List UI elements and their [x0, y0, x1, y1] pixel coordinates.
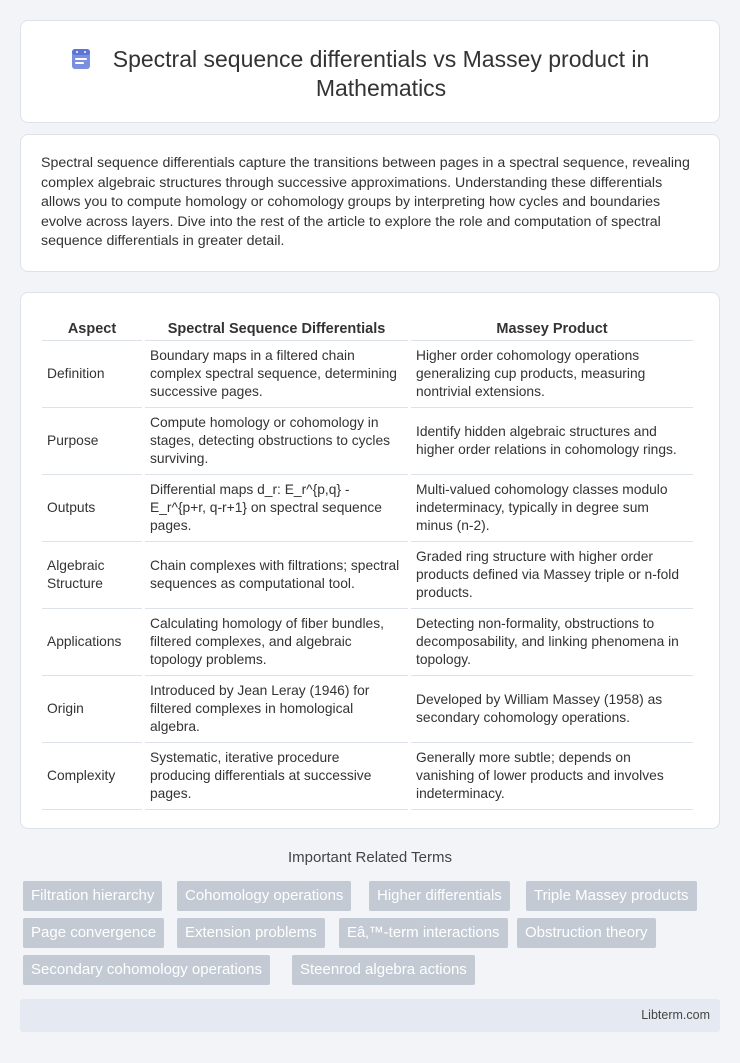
tag-secondary-cohomology-operations[interactable]: Secondary cohomology operations	[23, 955, 270, 985]
row-massey: Identify hidden algebraic structures and higher order relations in cohomology rings.	[411, 408, 693, 475]
row-aspect: Outputs	[42, 475, 142, 542]
row-aspect: Purpose	[42, 408, 142, 475]
footer	[20, 999, 720, 1032]
row-massey: Detecting non-formality, obstructions to decomposability, and linking phenomena in topology.	[411, 609, 693, 676]
row-aspect: Complexity	[42, 743, 142, 810]
intro-card	[20, 134, 720, 272]
row-massey: Generally more subtle; depends on vanishing of lower products and involves indeterminacy.	[411, 743, 693, 810]
header-massey: Massey Product	[411, 313, 693, 341]
table-row	[42, 475, 693, 542]
related-terms-title: Important Related Terms	[288, 849, 452, 866]
table-row	[42, 609, 693, 676]
header-aspect: Aspect	[42, 313, 142, 341]
table-row	[42, 676, 693, 743]
row-aspect: Origin	[42, 676, 142, 743]
tag-cohomology-operations[interactable]: Cohomology operations	[177, 881, 351, 911]
row-spectral: Compute homology or cohomology in stages, detecting obstructions to cycles surviving.	[145, 408, 408, 475]
row-spectral: Calculating homology of fiber bundles, filtered complexes, and algebraic topology problems.	[145, 609, 408, 676]
table-row	[42, 743, 693, 810]
tag-filtration-hierarchy[interactable]: Filtration hierarchy	[23, 881, 162, 911]
table-row	[42, 542, 693, 609]
tag-page-convergence[interactable]: Page convergence	[23, 918, 164, 948]
row-spectral: Systematic, iterative procedure producing differentials at successive pages.	[145, 743, 408, 810]
row-spectral: Introduced by Jean Leray (1946) for filtered complexes in homological algebra.	[145, 676, 408, 743]
row-aspect: Algebraic Structure	[42, 542, 142, 609]
table-row	[42, 341, 693, 408]
row-spectral: Differential maps d_r: E_r^{p,q} - E_r^{p+r, q-r+1} on spectral sequence pages.	[145, 475, 408, 542]
row-aspect: Definition	[42, 341, 142, 408]
row-massey: Higher order cohomology operations generalizing cup products, measuring nontrivial extensions.	[411, 341, 693, 408]
comparison-table	[39, 313, 696, 810]
table-header-row	[42, 313, 693, 341]
page-title: Spectral sequence differentials vs Massey product in Mathematics	[112, 46, 650, 101]
tag-steenrod-algebra-actions[interactable]: Steenrod algebra actions	[292, 955, 475, 985]
header-spectral: Spectral Sequence Differentials	[145, 313, 408, 341]
table-row	[42, 408, 693, 475]
footer-site-link[interactable]: Libterm.com	[641, 1008, 710, 1022]
row-spectral: Boundary maps in a filtered chain complex spectral sequence, determining successive pages.	[145, 341, 408, 408]
tag-higher-differentials[interactable]: Higher differentials	[369, 881, 510, 911]
comparison-card	[20, 292, 720, 829]
tag-obstruction-theory[interactable]: Obstruction theory	[517, 918, 656, 948]
tag-e-term-interactions[interactable]: Eâ‚™-term interactions	[339, 918, 508, 948]
header-card	[20, 20, 720, 123]
intro-paragraph: Spectral sequence differentials capture the transitions between pages in a spectral sequence, revealing complex algebraic structures through successive approximations. Understanding these differentials allows you to compute homology or cohomology groups by interpreting how cycles and boundaries evolve across layers. Dive into the rest of the article to explore the role and computation of spectral sequence differentials in greater detail.	[41, 155, 690, 250]
row-spectral: Chain complexes with filtrations; spectral sequences as computational tool.	[145, 542, 408, 609]
tag-extension-problems[interactable]: Extension problems	[177, 918, 325, 948]
row-massey: Developed by William Massey (1958) as secondary cohomology operations.	[411, 676, 693, 743]
tag-triple-massey-products[interactable]: Triple Massey products	[526, 881, 697, 911]
row-massey: Graded ring structure with higher order products defined via Massey triple or n-fold products.	[411, 542, 693, 609]
row-aspect: Applications	[42, 609, 142, 676]
row-massey: Multi-valued cohomology classes modulo indeterminacy, typically in degree sum minus (n-2).	[411, 475, 693, 542]
